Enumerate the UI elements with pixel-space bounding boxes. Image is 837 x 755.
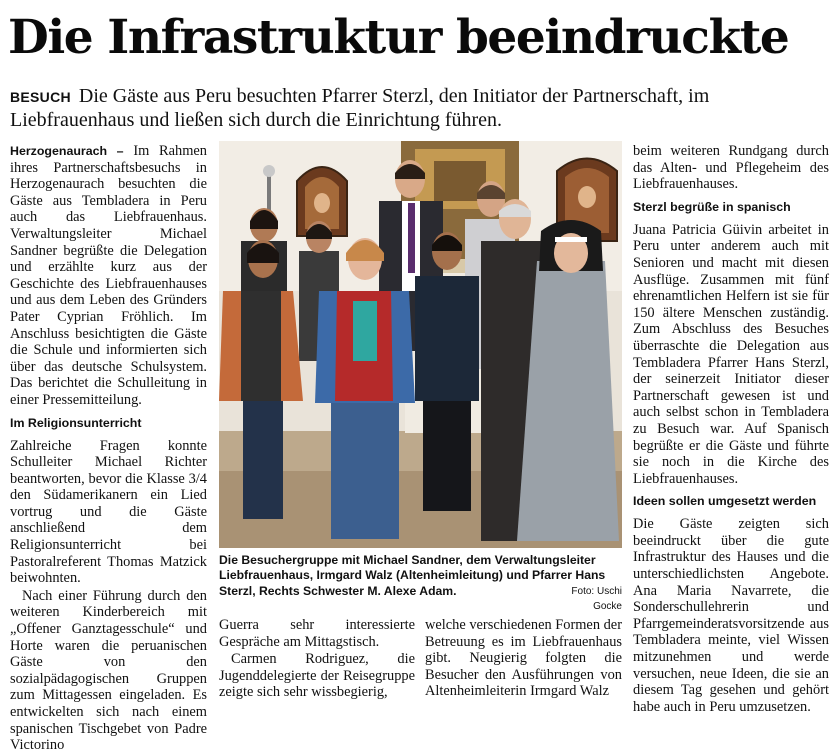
- paragraph-4: Guerra sehr interessierte Gespräche am Mittagstisch.: [219, 617, 415, 650]
- paragraph-5: Carmen Rodriguez, die Jugenddelegierte der Reisegruppe zeigte sich sehr wissbegierig,: [219, 651, 415, 701]
- photo-credit: Foto: Uschi Gocke: [571, 586, 622, 612]
- lead-paragraph: [10, 85, 825, 132]
- headline: Die Infrastruktur beeindruckte: [8, 10, 789, 65]
- paragraph-1: [10, 143, 207, 409]
- paragraph-7: beim weiteren Rundgang durch das Alten- und Pflegeheim des Liebfrauenhauses.: [633, 143, 829, 193]
- paragraph-3: Nach einer Führung durch den weiteren Kinderbereich mit „Offener Ganztagesschule“ und Horte waren die peruanischen Gäste von den sozialpädagogischen Gruppen zum Mittagessen eingeladen. Es entwickelten sich nach einem spanischen Tischgebet von Padre Victorino: [10, 587, 207, 754]
- column-1: [10, 143, 207, 755]
- group-photo: [219, 141, 622, 548]
- column-4: [633, 143, 829, 716]
- dateline: Herzogenaurach –: [10, 144, 124, 158]
- paragraph-9: Die Gäste zeigten sich beeindruckt über die gute Infrastruktur des Hauses und die unterschiedlichsten Angebote. Ana Maria Navarrete, die Sonderschullehrerin und Pfarrgemeinderatsvorsitzende aus Tembladera meinte, viel Wissen mitzunehmen und werde versuchen, neue Ideen, die sie an diesem Tag gesehen und gehört habe auch in Peru umzusetzen.: [633, 516, 829, 715]
- paragraph-8: Juana Patricia Güivin arbeitet in Peru unter anderem auch mit Senioren und macht mit diesen Ausflüge. Zusammen mit fünf ehrenamtlichen Helfern ist sie für 150 ältere Menschen zuständig. Zum Abschluss des Besuches überraschte die Delegation aus Tembladera Pfarrer Hans Sterzl, der seinerzeit Initiator dieser Partnerschaft gewesen ist und auch selbst schon in Tembladera zu Besuch war. Auf Spanisch begrüßte er die Gäste und führte sie noch in die Kirche des Liebfrauenhauses.: [633, 221, 829, 487]
- column-2: [219, 617, 415, 702]
- subheading-religionsunterricht: Im Religionsunterricht: [10, 415, 142, 430]
- paragraph-6: welche verschiedenen Formen der Betreuung es im Liebfrauenhaus gibt. Neugierig folgten die Besucher den Ausführungen von Altenheimleiterin Irmgard Walz: [425, 617, 622, 700]
- subheading-ideen: Ideen sollen umgesetzt werden: [633, 494, 817, 509]
- lead-text: Die Gäste aus Peru besuchten Pfarrer Sterzl, den Initiator der Partnerschaft, im Liebfrauenhaus und ließen sich durch die Einrichtung führen.: [10, 85, 710, 131]
- column-3: [425, 617, 622, 701]
- subheading-sterzl: Sterzl begrüße in spanisch: [633, 199, 791, 214]
- photo-caption: Die Besuchergruppe mit Michael Sandner, dem Verwaltungsleiter Liebfrauenhaus, Irmgard Walz (Altenheimleitung) und Pfarrer Hans Sterzl, Rechts Schwester M. Alexe Adam.: [219, 553, 606, 598]
- group-photo-illustration: [219, 141, 622, 548]
- paragraph-1-text: Im Rahmen ihres Partnerschaftsbesuchs in Herzogenaurach besuchten die Gäste aus Tembladera in Peru auch das Liebfrauenhaus. Verwaltungsleiter Michael Sandner begrüßte die Delegation und erzählte kurz aus der Geschichte des Liebfrauenhauses und aus dem Leben des Gründers Pater Cyprian Fröhlich. Im Anschluss besichtigten die Gäste die Schule und informierten sich über das deutsche Schulsystem. Das berichtet die Schulleitung in einer Pressemitteilung.: [10, 143, 207, 408]
- paragraph-2: Zahlreiche Fragen konnte Schulleiter Michael Richter beantworten, bevor die Klasse 3/4 den Südamerikanern ein Lied vortrug und die Gäste anschließend dem Religionsunterricht bei Pastoralreferent Thomas Matzick beiwohnten.: [10, 437, 207, 587]
- kicker: BESUCH: [10, 89, 71, 105]
